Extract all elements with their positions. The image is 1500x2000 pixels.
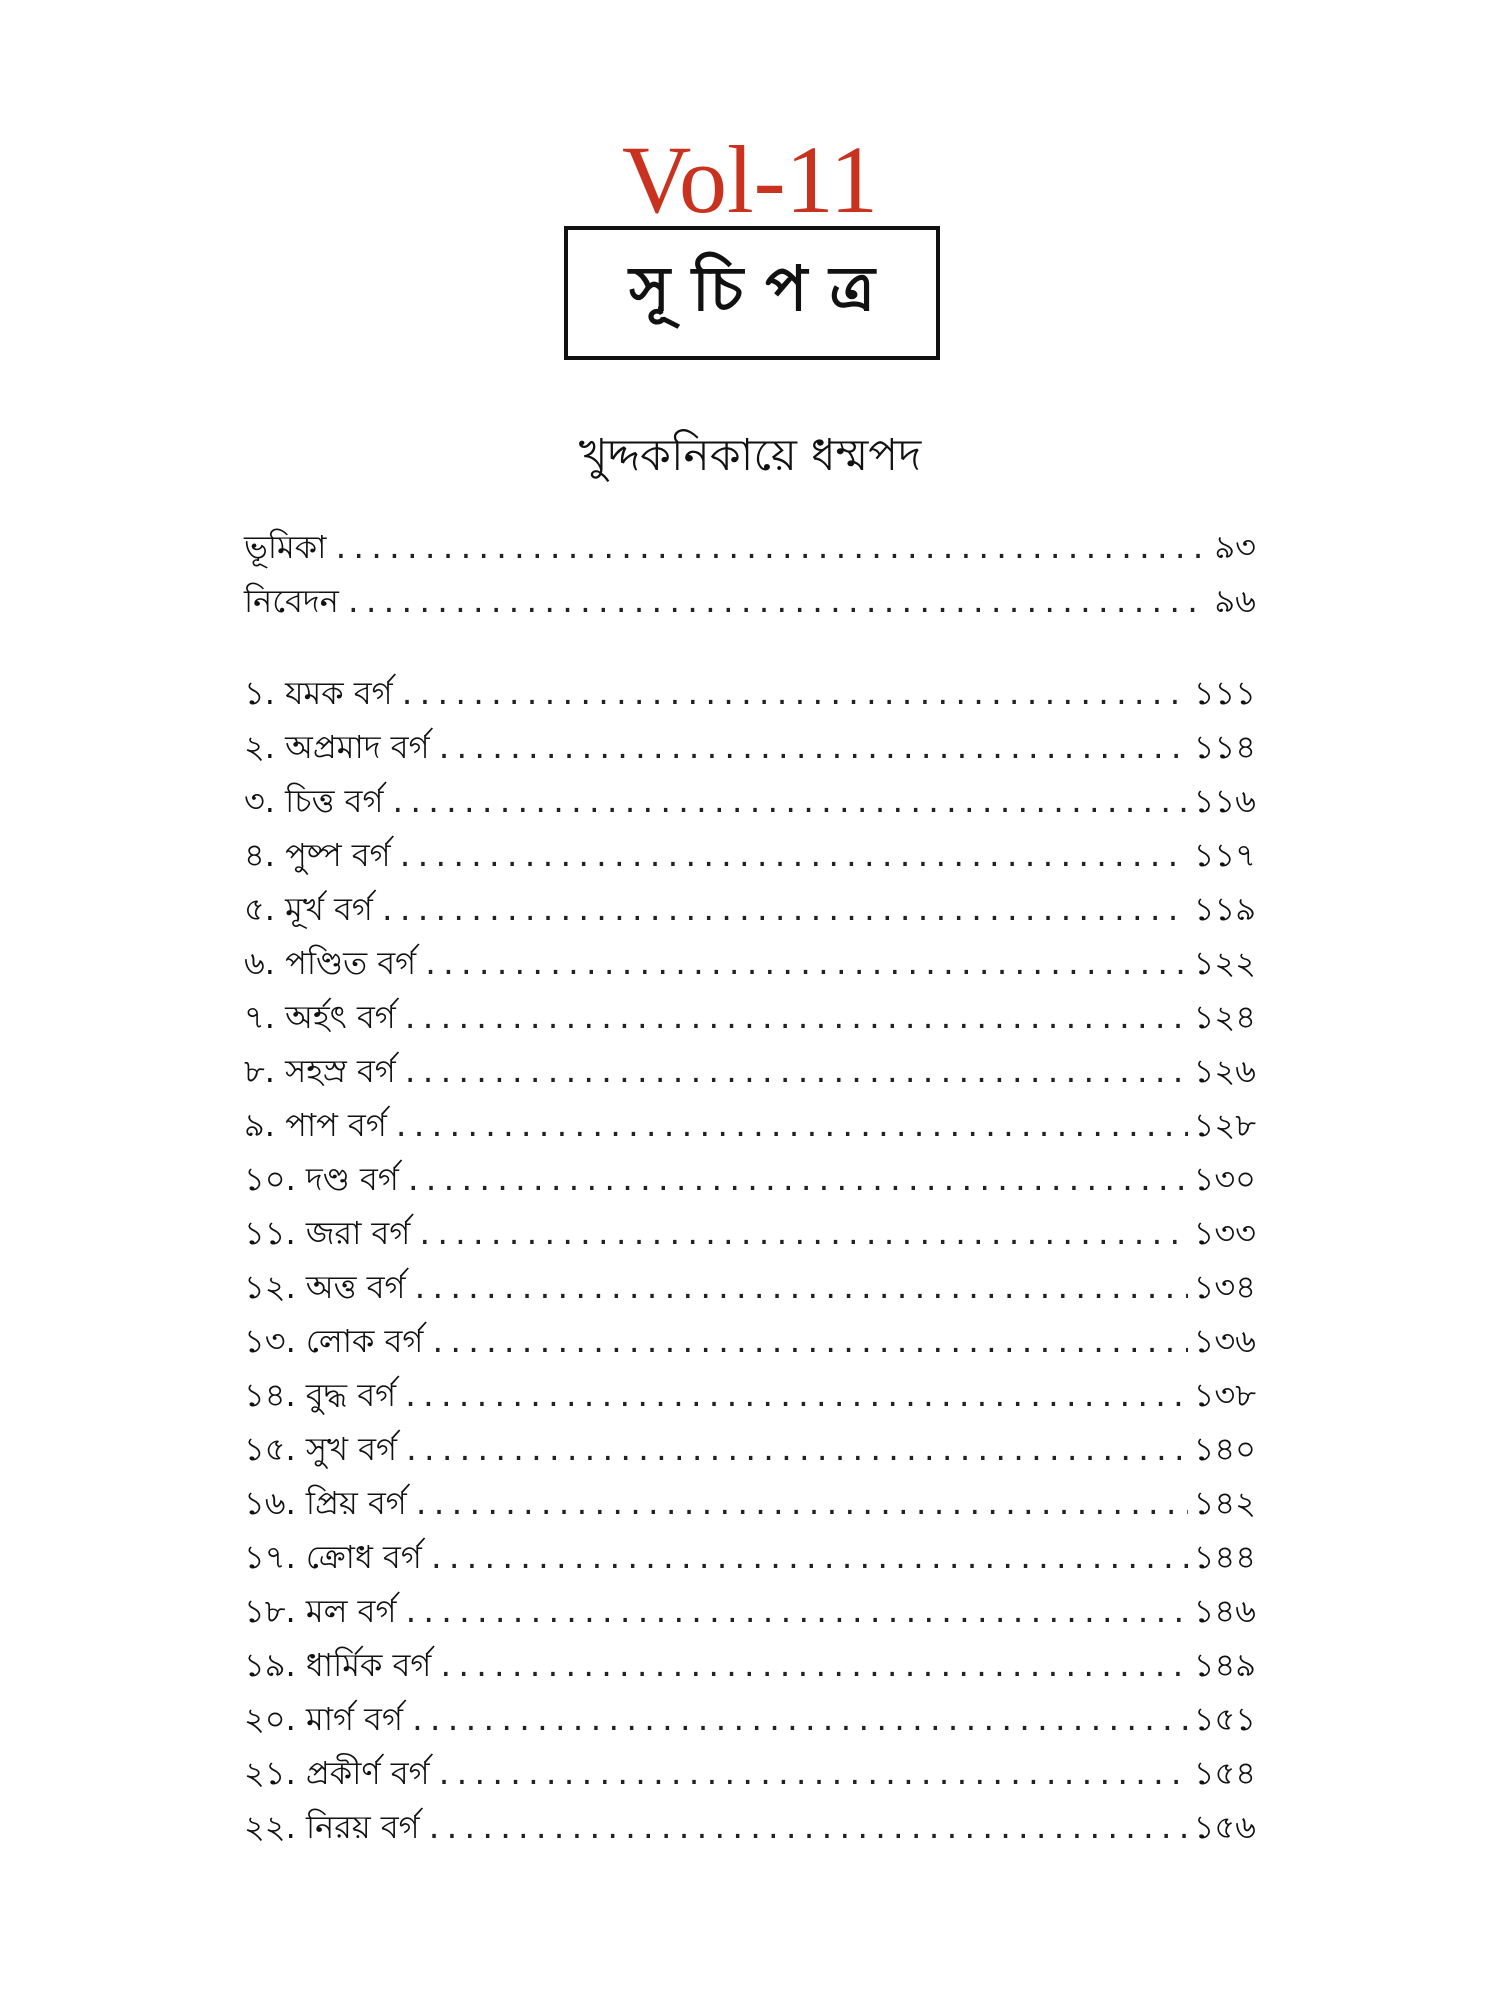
toc-entry-label: ক্রোধ বর্গ <box>305 1538 422 1576</box>
toc-entry-page: ১১৪ <box>1193 728 1256 766</box>
toc-entry-page: ১৪০ <box>1193 1430 1256 1468</box>
dot-leader <box>389 776 1187 830</box>
toc-entry-page: ১৪৪ <box>1193 1538 1256 1576</box>
toc-entry-number: ১৩. <box>244 1322 296 1360</box>
toc-entry-label: অত্ত বর্গ <box>305 1268 406 1306</box>
toc-entry-number: ২০. <box>244 1700 296 1738</box>
toc-entry-number: ২১. <box>244 1754 296 1792</box>
toc-entry-number: ৭. <box>244 998 275 1036</box>
chapter-list <box>244 666 1256 1854</box>
dot-leader <box>436 1748 1188 1802</box>
toc-entry-page: ১৩০ <box>1193 1160 1256 1198</box>
toc-entry-label: নিরয় বর্গ <box>305 1808 420 1846</box>
toc-entry-chapter[interactable] <box>244 1638 1256 1692</box>
toc-entry-page: ৯৬ <box>1214 582 1256 620</box>
toc-entry-number: ১৯. <box>244 1646 296 1684</box>
dot-leader <box>426 1802 1188 1856</box>
toc-entry-chapter[interactable] <box>244 1314 1256 1368</box>
toc-entry-page: ১৩৮ <box>1193 1376 1256 1414</box>
toc-entry-page: ১১১ <box>1193 674 1256 712</box>
toc-entry-number: ২২. <box>244 1808 296 1846</box>
toc-entry-chapter[interactable] <box>244 1800 1256 1854</box>
toc-entry-label: দণ্ড বর্গ <box>305 1160 399 1198</box>
toc-entry-page: ১২২ <box>1193 944 1256 982</box>
toc-entry-chapter[interactable] <box>244 1746 1256 1800</box>
toc-entry-label: সুখ বর্গ <box>305 1430 397 1468</box>
toc-entry-page: ১২৮ <box>1193 1106 1256 1144</box>
toc-entry-number: ১৮. <box>244 1592 296 1630</box>
toc-entry-number: ১২. <box>244 1268 296 1306</box>
dot-leader <box>399 668 1188 722</box>
toc-entry-label: প্রিয় বর্গ <box>305 1484 407 1522</box>
dot-leader <box>332 522 1208 576</box>
dot-leader <box>405 1154 1188 1208</box>
toc-entry-chapter[interactable] <box>244 1368 1256 1422</box>
toc-entry-preface[interactable] <box>244 520 1256 574</box>
toc-entry-label: মার্গ বর্গ <box>305 1700 403 1738</box>
dot-leader <box>403 1424 1188 1478</box>
dot-leader <box>402 1586 1187 1640</box>
toc-entry-chapter[interactable] <box>244 1044 1256 1098</box>
toc-entry-chapter[interactable] <box>244 1152 1256 1206</box>
toc-entry-page: ১২৬ <box>1193 1052 1256 1090</box>
toc-entry-page: ১৫৬ <box>1193 1808 1256 1846</box>
dot-leader <box>428 1532 1188 1586</box>
toc-entry-label: সহস্র বর্গ <box>285 1052 396 1090</box>
toc-entry-chapter[interactable] <box>244 774 1256 828</box>
toc-entry-label: বুদ্ধ বর্গ <box>305 1376 397 1414</box>
toc-entry-label: ধার্মিক বর্গ <box>305 1646 432 1684</box>
toc-entry-chapter[interactable] <box>244 720 1256 774</box>
toc-entry-label: অপ্রমাদ বর্গ <box>285 728 430 766</box>
toc-entry-page: ১৪৯ <box>1193 1646 1256 1684</box>
toc-entry-chapter[interactable] <box>244 666 1256 720</box>
toc-entry-number: ২. <box>244 728 275 766</box>
toc-entry-number: ৮. <box>244 1052 275 1090</box>
volume-label: Vol-11 <box>621 126 879 233</box>
dot-leader <box>422 938 1187 992</box>
toc-entry-number: ১৭. <box>244 1538 296 1576</box>
toc-entry-page: ১১৬ <box>1193 782 1256 820</box>
toc-entry-page: ১৩৪ <box>1193 1268 1256 1306</box>
front-matter-list <box>244 520 1256 628</box>
toc-entry-number: ১. <box>244 674 275 712</box>
toc-entry-page: ৯৩ <box>1214 528 1256 566</box>
dot-leader <box>402 1046 1188 1100</box>
toc-entry-page: ১৫১ <box>1193 1700 1256 1738</box>
toc-entry-label: মূর্খ বর্গ <box>285 890 373 928</box>
dot-leader <box>411 1262 1187 1316</box>
dot-leader <box>397 830 1188 884</box>
toc-entry-label: জরা বর্গ <box>305 1214 411 1252</box>
dot-leader <box>416 1208 1187 1262</box>
toc-entry-number: ৫. <box>244 890 275 928</box>
toc-entry-page: ১৩৬ <box>1193 1322 1256 1360</box>
toc-entry-number: ১৬. <box>244 1484 296 1522</box>
toc-entry-chapter[interactable] <box>244 990 1256 1044</box>
toc-entry-chapter[interactable] <box>244 882 1256 936</box>
toc-entry-label: পুষ্প বর্গ <box>285 836 391 874</box>
toc-entry-number: ৪. <box>244 836 275 874</box>
toc-entry-label: প্রকীর্ণ বর্গ <box>305 1754 430 1792</box>
toc-entry-chapter[interactable] <box>244 828 1256 882</box>
toc-entry-page: ১১৭ <box>1193 836 1256 874</box>
toc-entry-chapter[interactable] <box>244 1098 1256 1152</box>
dot-leader <box>436 722 1188 776</box>
dot-leader <box>402 1370 1188 1424</box>
contents-title: সূচিপত্র <box>629 251 897 325</box>
toc-entry-chapter[interactable] <box>244 1422 1256 1476</box>
toc-entry-label: চিত্ত বর্গ <box>285 782 384 820</box>
toc-entry-label: পাপ বর্গ <box>285 1106 387 1144</box>
dot-leader <box>429 1316 1187 1370</box>
toc-entry-label: ভূমিকা <box>244 528 327 566</box>
dot-leader <box>409 1694 1188 1748</box>
toc-entry-label: নিবেদন <box>244 582 339 620</box>
toc-entry-label: মল বর্গ <box>305 1592 397 1630</box>
toc-entry-number: ১৫. <box>244 1430 296 1468</box>
toc-entry-number: ১৪. <box>244 1376 296 1414</box>
toc-entry-page: ১২৪ <box>1193 998 1256 1036</box>
toc-entry-page: ১৩৩ <box>1193 1214 1256 1252</box>
dot-leader <box>402 992 1188 1046</box>
toc-entry-label: লোক বর্গ <box>305 1322 424 1360</box>
toc-entry-chapter[interactable] <box>244 1692 1256 1746</box>
toc-entry-submission[interactable] <box>244 574 1256 628</box>
toc-entry-label: পণ্ডিত বর্গ <box>285 944 417 982</box>
toc-entry-number: ৬. <box>244 944 275 982</box>
section-title: খুদ্দকনিকায়ে ধম্মপদ <box>578 430 922 481</box>
dot-leader <box>437 1640 1187 1694</box>
dot-leader <box>393 1100 1188 1154</box>
toc-entry-page: ১৪২ <box>1193 1484 1256 1522</box>
contents-title-box <box>564 226 940 360</box>
toc-entry-number: ১০. <box>244 1160 296 1198</box>
toc-entry-page: ১৪৬ <box>1193 1592 1256 1630</box>
toc-entry-chapter[interactable] <box>244 1584 1256 1638</box>
toc-entry-number: ৩. <box>244 782 275 820</box>
dot-leader <box>379 884 1188 938</box>
toc-entry-chapter[interactable] <box>244 1476 1256 1530</box>
toc-entry-number: ১১. <box>244 1214 296 1252</box>
dot-leader <box>413 1478 1188 1532</box>
toc-entry-chapter[interactable] <box>244 1260 1256 1314</box>
toc-entry-label: যমক বর্গ <box>285 674 393 712</box>
toc-entry-chapter[interactable] <box>244 1206 1256 1260</box>
toc-entry-number: ৯. <box>244 1106 275 1144</box>
toc-entry-label: অর্হৎ বর্গ <box>285 998 396 1036</box>
toc-entry-chapter[interactable] <box>244 936 1256 990</box>
toc-entry-page: ১১৯ <box>1193 890 1256 928</box>
toc-entry-chapter[interactable] <box>244 1530 1256 1584</box>
toc-entry-page: ১৫৪ <box>1193 1754 1256 1792</box>
dot-leader <box>345 576 1209 630</box>
